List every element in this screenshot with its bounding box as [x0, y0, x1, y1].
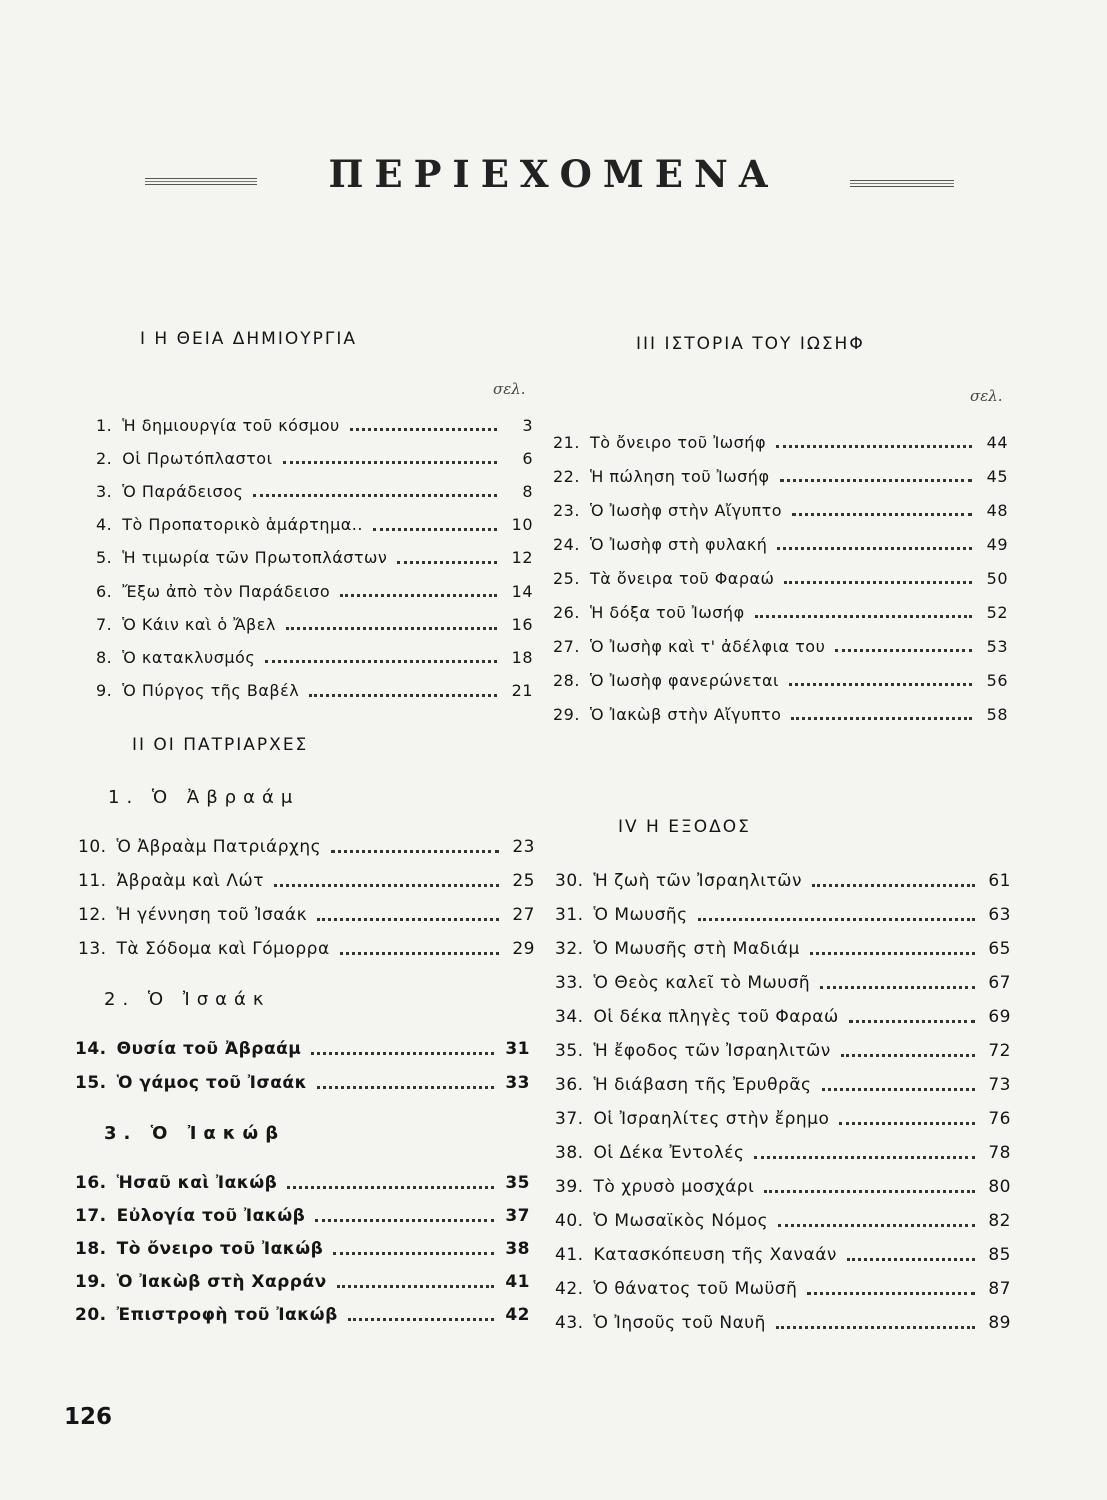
entry-page: 49: [986, 534, 1008, 554]
dot-leader: [807, 1292, 975, 1295]
dot-leader: [780, 479, 973, 482]
subheading-abraam: 1. Ὁ Ἀβραάμ: [108, 787, 300, 808]
section-heading-2: II ΟΙ ΠΑΤΡΙΑΡΧΕΣ: [132, 735, 309, 755]
toc-entry: [555, 1240, 1011, 1270]
dot-leader: [810, 952, 975, 955]
entry-title: Θυσία τοῦ Ἀβραάμ: [116, 1039, 302, 1059]
dot-leader: [348, 1318, 494, 1321]
entry-number: 8.: [96, 647, 113, 667]
toc-entry: [78, 934, 535, 964]
entry-title: Ὁ Πύργος τῆς Βαβέλ: [122, 681, 300, 701]
subheading-iakov: 3. Ὁ Ἰακώβ: [104, 1123, 286, 1144]
entry-page: 18: [511, 647, 533, 667]
dot-leader: [337, 1285, 494, 1288]
entry-page: 14: [511, 581, 533, 601]
entry-page: 61: [988, 871, 1011, 891]
entry-page: 52: [986, 602, 1008, 622]
entry-title: Ὁ Μωυσῆς: [593, 905, 688, 925]
entry-page: 8: [522, 481, 533, 501]
dot-leader: [265, 660, 497, 663]
entry-page: 37: [505, 1206, 530, 1226]
entry-page: 44: [986, 432, 1008, 452]
entry-number: 10.: [78, 837, 107, 857]
entry-number: 17.: [75, 1206, 107, 1226]
entry-number: 25.: [553, 568, 580, 588]
toc-entry: [555, 866, 1011, 896]
entry-number: 19.: [75, 1272, 107, 1292]
dot-leader: [789, 683, 972, 686]
entry-title: Ἡ δόξα τοῦ Ἰωσήφ: [589, 602, 745, 622]
toc-entry: [555, 1172, 1011, 1202]
entry-page: 85: [988, 1245, 1011, 1265]
entry-title: Οἱ δέκα πληγὲς τοῦ Φαραώ: [593, 1007, 839, 1027]
entry-number: 18.: [75, 1239, 107, 1259]
toc-entry: [553, 699, 1008, 729]
entry-title: Οἱ Δέκα Ἐντολές: [593, 1143, 745, 1163]
entry-title: Ὁ γάμος τοῦ Ἰσαάκ: [116, 1073, 308, 1093]
entry-number: 32.: [555, 939, 584, 959]
entry-title: Ὁ Ἰωσὴφ στὴ φυλακή: [589, 534, 768, 554]
dot-leader: [340, 952, 499, 955]
toc-entry: [96, 510, 533, 540]
dot-leader: [253, 494, 497, 497]
entry-page: 53: [986, 636, 1008, 656]
entry-title: Ἡ πώληση τοῦ Ἰωσήφ: [589, 466, 770, 486]
toc-entry: [96, 676, 533, 706]
toc-entry: [555, 1206, 1011, 1236]
entry-number: 43.: [555, 1313, 584, 1333]
entry-number: 35.: [555, 1041, 584, 1061]
entry-number: 11.: [78, 871, 107, 891]
dot-leader: [317, 1086, 494, 1089]
entry-page: 33: [505, 1073, 530, 1093]
entry-page: 42: [505, 1305, 530, 1325]
section-heading-4: IV Η ΕΞΟΔΟΣ: [618, 817, 751, 837]
entry-number: 9.: [96, 681, 113, 701]
entry-title: Τὸ ὄνειρο τοῦ Ἰακώβ: [116, 1239, 324, 1259]
toc-entry: [78, 866, 535, 896]
dot-leader: [820, 986, 975, 989]
toc-entry: [75, 1234, 530, 1264]
entry-page: 27: [512, 905, 535, 925]
toc-entry: [75, 1300, 530, 1330]
entry-number: 27.: [553, 636, 580, 656]
entry-number: 28.: [553, 670, 580, 690]
toc-entry: [553, 665, 1008, 695]
entry-number: 26.: [553, 602, 580, 622]
dot-leader: [792, 513, 972, 516]
entry-page: 78: [988, 1143, 1011, 1163]
entry-title: Ὁ Ἀβραὰμ Πατριάρχης: [116, 837, 322, 857]
entry-title: Τὸ Προπατορικὸ ἁμάρτημα..: [122, 515, 363, 535]
entry-page: 56: [986, 670, 1008, 690]
entry-number: 41.: [555, 1245, 584, 1265]
entry-title: Εὐλογία τοῦ Ἰακώβ: [116, 1206, 306, 1226]
entry-page: 29: [512, 939, 535, 959]
toc-entry: [96, 576, 533, 606]
entry-title: Ὁ Ἰωσὴφ στὴν Αἴγυπτο: [589, 500, 783, 520]
entry-number: 31.: [555, 905, 584, 925]
section-heading-1: I Η ΘΕΙΑ ΔΗΜΙΟΥΡΓΙΑ: [140, 329, 357, 349]
toc-entry: [555, 1036, 1011, 1066]
toc-entry: [555, 1002, 1011, 1032]
dot-leader: [309, 694, 497, 697]
entry-page: 25: [512, 871, 535, 891]
section-heading-3: III ΙΣΤΟΡΙΑ ΤΟΥ ΙΩΣΗΦ: [636, 334, 865, 354]
entry-page: 38: [505, 1239, 530, 1259]
entry-title: Ὁ Παράδεισος: [122, 481, 244, 501]
toc-entry: [555, 1274, 1011, 1304]
entry-title: Ἡ ἔφοδος τῶν Ἰσραηλιτῶν: [593, 1041, 831, 1061]
toc-entry: [96, 443, 533, 473]
entry-title: Ἔξω ἀπὸ τὸν Παράδεισο: [122, 581, 331, 601]
entry-title: Ὁ Μωσαϊκὸς Νόμος: [593, 1211, 769, 1231]
toc-entry: [553, 461, 1008, 491]
page-title: ΠΕΡΙΕΧΟΜΕΝΑ: [328, 152, 779, 196]
entry-number: 13.: [78, 939, 107, 959]
dot-leader: [849, 1020, 975, 1023]
entry-page: 21: [511, 681, 533, 701]
toc-entry: [555, 968, 1011, 998]
entry-title: Τὸ χρυσὸ μοσχάρι: [593, 1177, 755, 1197]
entry-title: Ὁ θάνατος τοῦ Μωϋσῆ: [593, 1279, 798, 1299]
entry-page: 10: [511, 515, 533, 535]
toc-entry: [555, 1104, 1011, 1134]
entry-title: Ἡ γέννηση τοῦ Ἰσαάκ: [116, 905, 308, 925]
entry-page: 58: [986, 704, 1008, 724]
entry-number: 38.: [555, 1143, 584, 1163]
dot-leader: [755, 615, 972, 618]
entry-number: 22.: [553, 466, 580, 486]
dot-leader: [822, 1088, 976, 1091]
entry-page: 80: [988, 1177, 1011, 1197]
entry-number: 21.: [553, 432, 580, 452]
entry-page: 65: [988, 939, 1011, 959]
toc-entry: [96, 642, 533, 672]
entry-number: 29.: [553, 704, 580, 724]
entry-number: 1.: [96, 415, 113, 435]
dot-leader: [315, 1219, 494, 1222]
entry-number: 3.: [96, 481, 113, 501]
dot-leader: [776, 1326, 975, 1329]
entry-page: 63: [988, 905, 1011, 925]
dot-leader: [754, 1156, 975, 1159]
dot-leader: [839, 1122, 975, 1125]
entry-page: 69: [988, 1007, 1011, 1027]
toc-entry: [96, 543, 533, 573]
entry-page: 23: [512, 837, 535, 857]
entry-page: 48: [986, 500, 1008, 520]
entry-number: 20.: [75, 1305, 107, 1325]
toc-entry: [78, 900, 535, 930]
entry-number: 2.: [96, 448, 113, 468]
dot-leader: [350, 428, 497, 431]
entry-number: 33.: [555, 973, 584, 993]
sel-label-right: σελ.: [970, 387, 1003, 405]
entry-page: 72: [988, 1041, 1011, 1061]
dot-leader: [847, 1258, 975, 1261]
entry-title: Ἡ τιμωρία τῶν Πρωτοπλάστων: [122, 548, 388, 568]
entry-title: Οἱ Ἰσραηλίτες στὴν ἔρημο: [593, 1109, 830, 1129]
dot-leader: [777, 547, 972, 550]
dot-leader: [283, 461, 498, 464]
toc-entry: [75, 1168, 530, 1198]
dot-leader: [311, 1052, 494, 1055]
dot-leader: [287, 1186, 494, 1189]
dot-leader: [317, 918, 499, 921]
entry-page: 50: [986, 568, 1008, 588]
entry-title: Ἡ δημιουργία τοῦ κόσμου: [122, 415, 340, 435]
dot-leader: [835, 649, 972, 652]
dot-leader: [698, 918, 975, 921]
toc-entry: [96, 609, 533, 639]
dot-leader: [340, 594, 497, 597]
entry-page: 87: [988, 1279, 1011, 1299]
dot-leader: [286, 627, 497, 630]
entry-title: Ὁ Κάιν καὶ ὁ Ἄβελ: [122, 614, 276, 634]
entry-page: 89: [988, 1313, 1011, 1333]
toc-entry: [553, 597, 1008, 627]
entry-title: Κατασκόπευση τῆς Χαναάν: [593, 1245, 837, 1265]
dot-leader: [778, 1224, 975, 1227]
dot-leader: [791, 717, 972, 720]
entry-number: 16.: [75, 1173, 107, 1193]
toc-entry: [553, 563, 1008, 593]
entry-title: Ἐπιστροφὴ τοῦ Ἰακώβ: [116, 1305, 338, 1325]
toc-entry: [78, 832, 535, 862]
dot-leader: [841, 1054, 975, 1057]
entry-title: Ὁ Ἰακὼβ στὴν Αἴγυπτο: [589, 704, 782, 724]
entry-title: Ὁ Μωυσῆς στὴ Μαδιάμ: [593, 939, 800, 959]
toc-entry: [555, 1070, 1011, 1100]
entry-number: 5.: [96, 548, 113, 568]
entry-page: 16: [511, 614, 533, 634]
entry-title: Τὸ ὄνειρο τοῦ Ἰωσήφ: [589, 432, 766, 452]
entry-number: 6.: [96, 581, 113, 601]
entry-title: Ὁ Ἰωσὴφ φανερώνεται: [589, 670, 779, 690]
entry-number: 23.: [553, 500, 580, 520]
entry-title: Ὁ κατακλυσμός: [122, 647, 256, 667]
toc-entry: [555, 1138, 1011, 1168]
dot-leader: [373, 528, 497, 531]
entry-number: 34.: [555, 1007, 584, 1027]
toc-entry: [96, 410, 533, 440]
entry-title: Ὁ Ἰακὼβ στὴ Χαρράν: [116, 1272, 327, 1292]
toc-entry: [75, 1201, 530, 1231]
entry-number: 40.: [555, 1211, 584, 1231]
dot-leader: [397, 561, 497, 564]
entry-number: 14.: [75, 1039, 107, 1059]
dot-leader: [331, 850, 499, 853]
dot-leader: [274, 884, 499, 887]
entry-number: 42.: [555, 1279, 584, 1299]
entry-title: Τὰ Σόδομα καὶ Γόμορρα: [116, 939, 330, 959]
entry-page: 12: [511, 548, 533, 568]
dot-leader: [784, 581, 972, 584]
entry-number: 24.: [553, 534, 580, 554]
entry-title: Ἀβραὰμ καὶ Λώτ: [116, 871, 264, 891]
entry-number: 7.: [96, 614, 113, 634]
entry-page: 45: [986, 466, 1008, 486]
dot-leader: [812, 884, 975, 887]
entry-title: Ἡ διάβαση τῆς Ἐρυθρᾶς: [593, 1075, 812, 1095]
entry-title: Τὰ ὄνειρα τοῦ Φαραώ: [589, 568, 775, 588]
entry-page: 67: [988, 973, 1011, 993]
dot-leader: [776, 445, 972, 448]
entry-number: 4.: [96, 515, 113, 535]
toc-entry: [553, 427, 1008, 457]
page-number: 126: [64, 1404, 113, 1430]
dot-leader: [333, 1252, 494, 1255]
toc-entry: [555, 934, 1011, 964]
title-rule-right: [850, 180, 954, 187]
toc-entry: [75, 1068, 530, 1098]
toc-entry: [555, 900, 1011, 930]
entry-page: 3: [522, 415, 533, 435]
entry-page: 73: [988, 1075, 1011, 1095]
entry-title: Ὁ Ἰωσὴφ καὶ τ' ἀδέλφια του: [589, 636, 826, 656]
entry-number: 12.: [78, 905, 107, 925]
entry-page: 31: [505, 1039, 530, 1059]
toc-entry: [553, 529, 1008, 559]
entry-page: 76: [988, 1109, 1011, 1129]
entry-page: 35: [505, 1173, 530, 1193]
dot-leader: [764, 1190, 975, 1193]
entry-title: Οἱ Πρωτόπλαστοι: [122, 448, 273, 468]
entry-number: 39.: [555, 1177, 584, 1197]
toc-entry: [553, 631, 1008, 661]
toc-entry: [555, 1308, 1011, 1338]
toc-entry: [75, 1267, 530, 1297]
entry-title: Ἡ ζωὴ τῶν Ἰσραηλιτῶν: [593, 871, 802, 891]
entry-number: 15.: [75, 1073, 107, 1093]
toc-entry: [553, 495, 1008, 525]
toc-entry: [96, 476, 533, 506]
entry-title: Ὁ Θεὸς καλεῖ τὸ Μωυσῆ: [593, 973, 811, 993]
entry-page: 41: [505, 1272, 530, 1292]
entry-number: 36.: [555, 1075, 584, 1095]
entry-title: Ἡσαῦ καὶ Ἰακώβ: [116, 1173, 278, 1193]
toc-entry: [75, 1034, 530, 1064]
entry-page: 6: [522, 448, 533, 468]
entry-title: Ὁ Ἰησοῦς τοῦ Ναυῆ: [593, 1313, 766, 1333]
entry-number: 37.: [555, 1109, 584, 1129]
entry-page: 82: [988, 1211, 1011, 1231]
entry-number: 30.: [555, 871, 584, 891]
sel-label-left: σελ.: [493, 380, 526, 398]
subheading-isaak: 2. Ὁ Ἰσαάκ: [104, 989, 271, 1010]
